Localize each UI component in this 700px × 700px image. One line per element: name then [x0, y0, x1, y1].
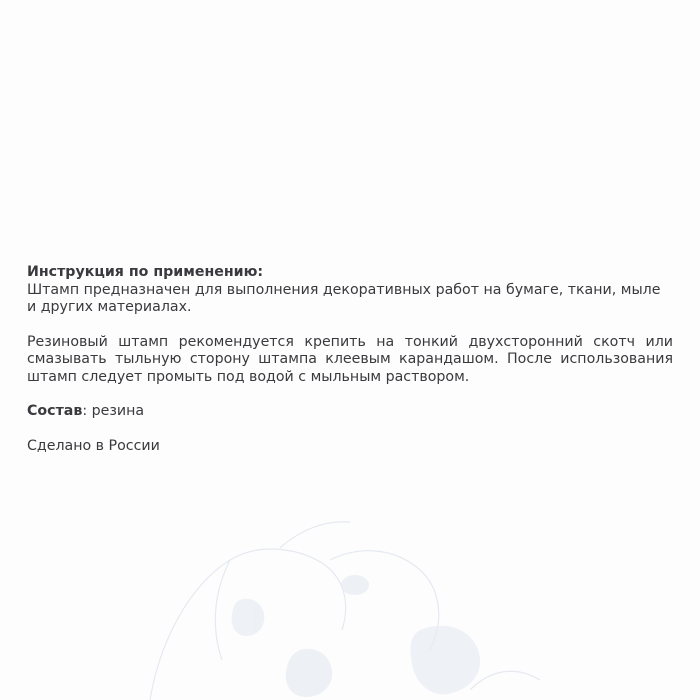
- composition-line: [27, 403, 673, 421]
- composition-value: резина: [87, 403, 145, 419]
- composition-colon: :: [82, 403, 88, 419]
- composition-label: Состав: [27, 403, 83, 419]
- origin-text: Сделано в России: [27, 437, 160, 454]
- instructions-paragraph-2: Резиновый штамп рекомендуется крепить на тонкий двухсторонний скотч или смазывать тыльную сторону штампа клеевым карандашом. После использования штамп следует промыть под водой с мыльным раствором.: [27, 333, 673, 385]
- instructions-title: Инструкция по применению:: [27, 264, 264, 280]
- instructions-text: [27, 264, 673, 455]
- instructions-paragraph-1: Штамп предназначен для выполнения декоративных работ на бумаге, ткани, мыле и других материалах.: [27, 281, 661, 315]
